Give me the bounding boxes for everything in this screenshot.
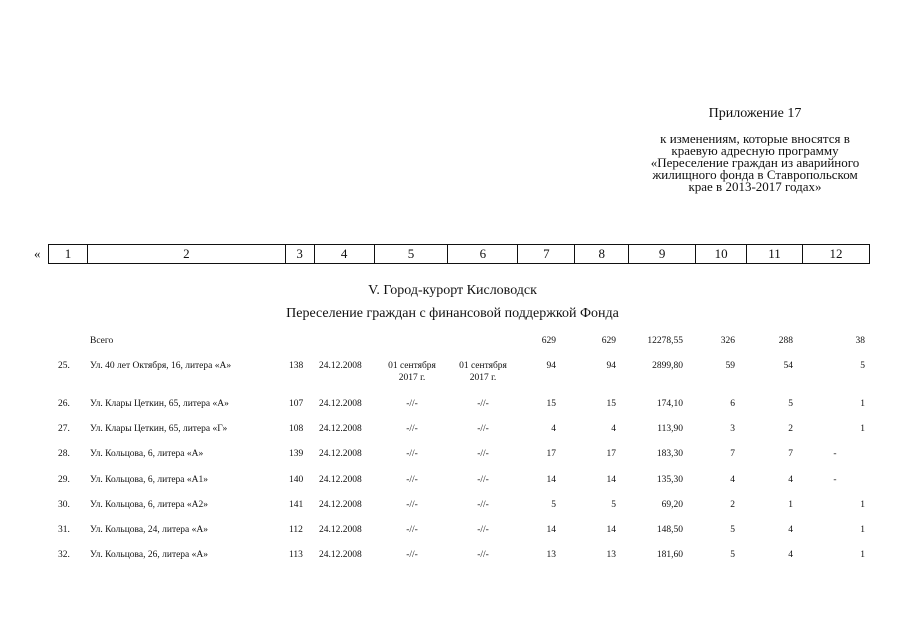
appendix-title: Приложение 17 [708, 106, 802, 121]
row-deadline: -//- [477, 475, 489, 485]
appendix-text [650, 133, 860, 193]
column-number-header [48, 244, 870, 264]
row-value: 2899,80 [652, 361, 683, 371]
row-code: 113 [289, 550, 303, 560]
header-cell: 6 [448, 245, 518, 264]
row-value: - [833, 449, 837, 459]
program-subtitle: Переселение граждан с финансовой поддержкой Фонда [286, 306, 619, 321]
row-value: 13 [546, 550, 556, 560]
row-value: 14 [606, 525, 616, 535]
row-value: 148,50 [656, 525, 683, 535]
row-value: 4 [788, 550, 793, 560]
row-value: 14 [546, 525, 556, 535]
section-title: V. Город-курорт Кисловодск [368, 283, 537, 298]
header-cell: 11 [747, 245, 803, 264]
row-value: 59 [725, 361, 735, 371]
row-value: 69,20 [661, 500, 683, 510]
table-row [0, 360, 905, 390]
row-value: 5 [730, 525, 735, 535]
total-label: Всего [90, 336, 114, 346]
row-number: 25. [58, 361, 70, 371]
row-value: 3 [730, 424, 735, 434]
row-value: 1 [860, 500, 865, 510]
row-deadline: -//- [406, 525, 418, 535]
row-value: 94 [546, 361, 556, 371]
row-date: 24.12.2008 [319, 449, 362, 459]
row-value: 94 [606, 361, 616, 371]
total-value: 12278,55 [647, 336, 683, 346]
row-value: 181,60 [656, 550, 683, 560]
row-deadline: -//- [406, 550, 418, 560]
row-value: 6 [730, 399, 735, 409]
row-value: 4 [788, 525, 793, 535]
row-code: 141 [289, 500, 304, 510]
row-date: 24.12.2008 [319, 399, 362, 409]
row-address: Ул. Клары Цеткин, 65, литера «Г» [90, 424, 228, 434]
row-value: 1 [860, 424, 865, 434]
row-deadline: -//- [406, 399, 418, 409]
row-number: 31. [58, 525, 70, 535]
total-value: 288 [778, 336, 793, 346]
row-value: 13 [606, 550, 616, 560]
row-deadline: 01 сентября 2017 г. [459, 361, 507, 383]
row-number: 32. [58, 550, 70, 560]
row-code: 108 [289, 424, 304, 434]
row-value: 1 [860, 550, 865, 560]
row-address: Ул. Кольцова, 6, литера «А» [90, 449, 204, 459]
row-deadline: -//- [477, 525, 489, 535]
appendix-line: краевую адресную программу [671, 143, 839, 158]
header-cell: 3 [285, 245, 314, 264]
row-date: 24.12.2008 [319, 525, 362, 535]
row-value: 174,10 [656, 399, 683, 409]
row-value: 7 [788, 449, 793, 459]
row-value: 5 [788, 399, 793, 409]
opening-quote-mark: « [34, 246, 41, 261]
row-address: Ул. Кольцова, 24, литера «А» [90, 525, 209, 535]
row-deadline: -//- [406, 424, 418, 434]
row-deadline: -//- [406, 475, 418, 485]
row-address: Ул. 40 лет Октября, 16, литера «А» [90, 361, 232, 371]
row-value: 1 [860, 525, 865, 535]
row-date: 24.12.2008 [319, 424, 362, 434]
header-cell: 2 [87, 245, 285, 264]
row-value: 17 [546, 449, 556, 459]
table-row [0, 549, 905, 579]
row-value: 2 [788, 424, 793, 434]
appendix-line: крае в 2013-2017 годах» [688, 179, 822, 194]
row-code: 138 [289, 361, 304, 371]
row-date: 24.12.2008 [319, 500, 362, 510]
row-value: 135,30 [656, 475, 683, 485]
row-code: 112 [289, 525, 303, 535]
row-number: 28. [58, 449, 70, 459]
row-deadline: -//- [477, 449, 489, 459]
row-deadline: -//- [477, 424, 489, 434]
row-number: 29. [58, 475, 70, 485]
row-date: 24.12.2008 [319, 550, 362, 560]
row-address: Ул. Кольцова, 6, литера «А2» [90, 500, 209, 510]
row-value: 4 [551, 424, 556, 434]
row-value: 4 [730, 475, 735, 485]
row-value: 5 [730, 550, 735, 560]
row-deadline: -//- [406, 500, 418, 510]
header-cell: 4 [314, 245, 374, 264]
row-value: 15 [546, 399, 556, 409]
row-deadline: -//- [477, 550, 489, 560]
row-value: 17 [606, 449, 616, 459]
row-value: 14 [546, 475, 556, 485]
row-address: Ул. Клары Цеткин, 65, литера «А» [90, 399, 229, 409]
row-value: - [833, 475, 837, 485]
row-code: 140 [289, 475, 304, 485]
total-value: 629 [541, 336, 556, 346]
row-value: 2 [730, 500, 735, 510]
header-cell: 12 [803, 245, 870, 264]
row-address: Ул. Кольцова, 6, литера «А1» [90, 475, 209, 485]
row-number: 30. [58, 500, 70, 510]
row-value: 4 [788, 475, 793, 485]
row-date: 24.12.2008 [319, 361, 362, 371]
row-value: 1 [788, 500, 793, 510]
row-deadline: -//- [477, 399, 489, 409]
total-value: 629 [601, 336, 616, 346]
appendix-line: жилищного фонда в Ставропольском [652, 167, 858, 182]
row-number: 26. [58, 399, 70, 409]
row-value: 183,30 [656, 449, 683, 459]
row-address: Ул. Кольцова, 26, литера «А» [90, 550, 209, 560]
row-value: 5 [551, 500, 556, 510]
header-cell: 1 [49, 245, 88, 264]
header-cell: 8 [575, 245, 629, 264]
row-value: 5 [860, 361, 865, 371]
total-value: 38 [855, 336, 865, 346]
header-cell: 7 [518, 245, 575, 264]
row-value: 113,90 [657, 424, 683, 434]
row-number: 27. [58, 424, 70, 434]
row-date: 24.12.2008 [319, 475, 362, 485]
row-deadline: -//- [477, 500, 489, 510]
row-code: 107 [289, 399, 304, 409]
row-deadline: 01 сентября 2017 г. [388, 361, 436, 383]
row-value: 15 [606, 399, 616, 409]
appendix-line: к изменениям, которые вносятся в [660, 131, 850, 146]
row-value: 7 [730, 449, 735, 459]
row-code: 139 [289, 449, 304, 459]
appendix-line: «Переселение граждан из аварийного [650, 155, 860, 170]
row-value: 54 [783, 361, 793, 371]
header-cell: 9 [629, 245, 696, 264]
row-value: 5 [611, 500, 616, 510]
row-value: 14 [606, 475, 616, 485]
row-value: 4 [611, 424, 616, 434]
row-deadline: -//- [406, 449, 418, 459]
total-value: 326 [720, 336, 735, 346]
header-cell: 10 [696, 245, 747, 264]
row-value: 1 [860, 399, 865, 409]
header-cell: 5 [374, 245, 448, 264]
